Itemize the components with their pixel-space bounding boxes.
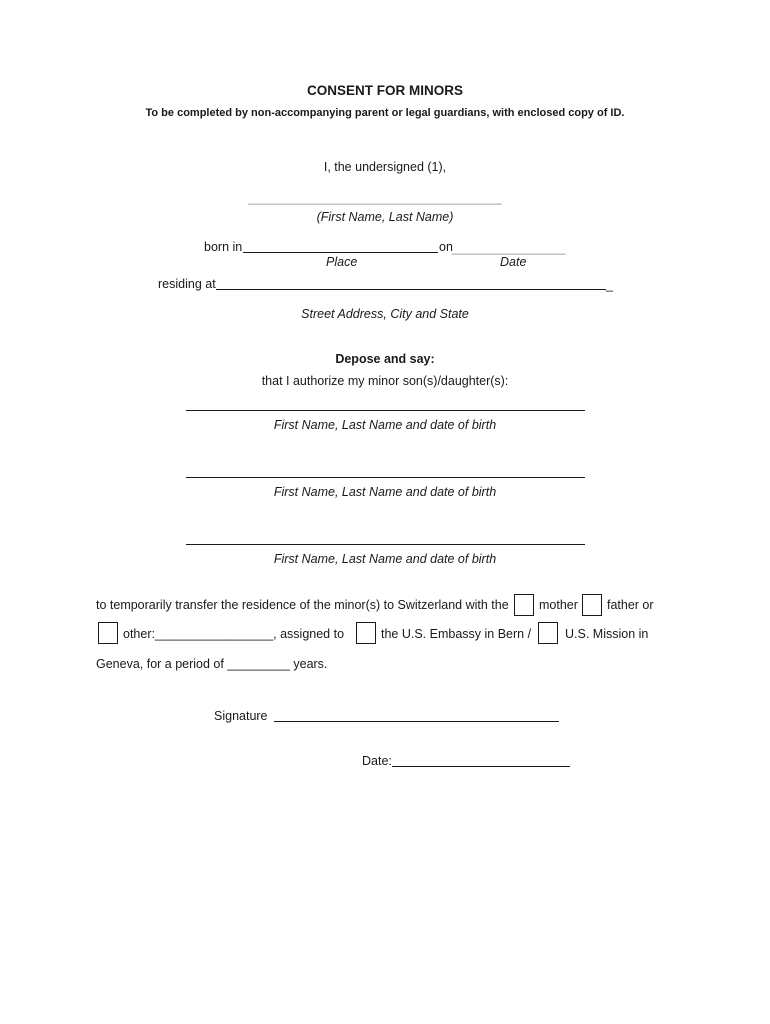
date-label: Date: [362, 754, 392, 768]
father-checkbox[interactable] [582, 594, 602, 616]
address-hint: Street Address, City and State [301, 307, 469, 321]
other-checkbox[interactable] [98, 622, 118, 644]
period-text: Geneva, for a period of _________ years. [96, 657, 328, 671]
child-2-field[interactable] [186, 477, 585, 478]
depose-heading: Depose and say: [335, 352, 435, 366]
birthplace-field[interactable] [243, 252, 438, 253]
embassy-bern-checkbox[interactable] [356, 622, 376, 644]
date-hint: Date [500, 255, 527, 269]
mission-geneva-checkbox[interactable] [538, 622, 558, 644]
name-field[interactable]: ______________________________________ [248, 191, 502, 205]
residing-label: residing at [158, 277, 216, 291]
place-hint: Place [326, 255, 358, 269]
name-hint: (First Name, Last Name) [316, 210, 454, 224]
signature-label: Signature [214, 709, 268, 723]
form-subtitle: To be completed by non-accompanying parent or legal guardians, with enclosed copy of ID. [145, 107, 625, 119]
child-2-hint: First Name, Last Name and date of birth [273, 485, 497, 499]
child-3-field[interactable] [186, 544, 585, 545]
on-label: on [439, 240, 453, 254]
child-3-hint: First Name, Last Name and date of birth [273, 552, 497, 566]
child-1-hint: First Name, Last Name and date of birth [273, 418, 497, 432]
date-field[interactable] [392, 766, 570, 767]
address-tail: _ [606, 278, 613, 292]
form-title: CONSENT FOR MINORS [306, 83, 463, 98]
other-label: other:_________________, assigned to [123, 627, 345, 641]
birthdate-field[interactable]: _________________ [452, 241, 566, 255]
embassy-bern-label: the U.S. Embassy in Bern / [381, 627, 532, 641]
authorize-text: that I authorize my minor son(s)/daughter(s): [261, 374, 509, 388]
father-label: father or [607, 598, 654, 612]
born-label: born in [204, 240, 243, 254]
mother-checkbox[interactable] [514, 594, 534, 616]
mother-label: mother [539, 598, 578, 612]
child-1-field[interactable] [186, 410, 585, 411]
address-field[interactable] [216, 289, 606, 290]
mission-geneva-label: U.S. Mission in [565, 627, 649, 641]
signature-field[interactable] [274, 721, 559, 722]
intro-text: I, the undersigned (1), [323, 160, 447, 174]
transfer-text: to temporarily transfer the residence of the minor(s) to Switzerland with the [96, 598, 509, 612]
